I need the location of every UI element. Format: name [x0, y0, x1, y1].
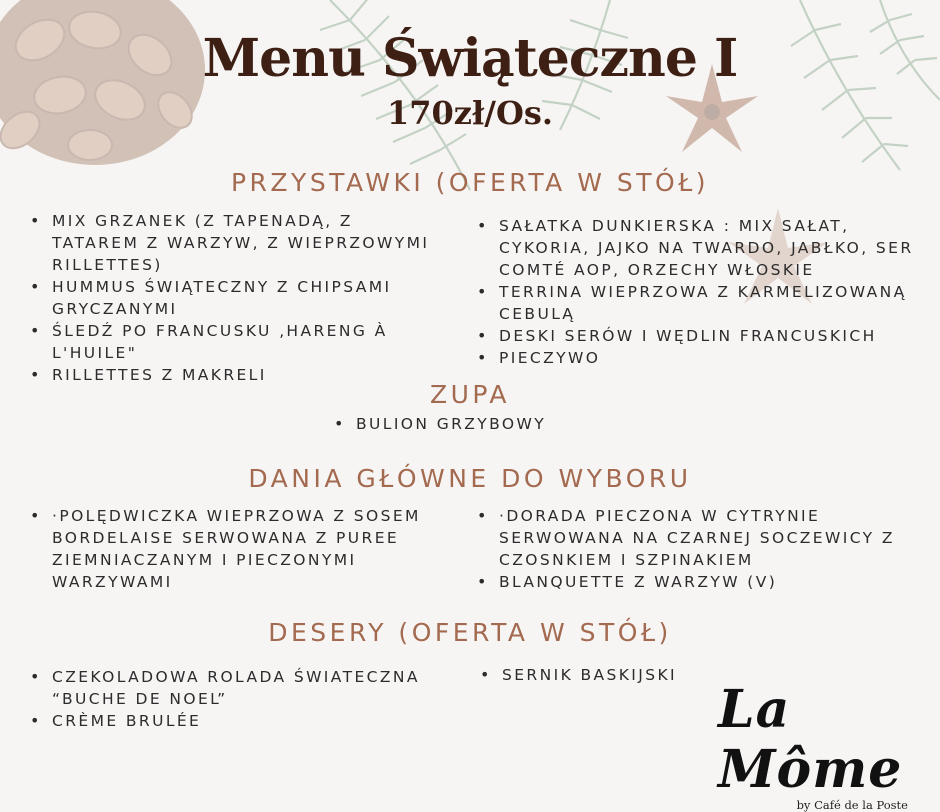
logo-tagline: by Café de la Poste	[796, 798, 908, 812]
section-heading-przystawki: PRZYSTAWKI (OFERTA W STÓŁ)	[230, 168, 710, 197]
menu-item: • HUMMUS ŚWIĄTECZNY Z CHIPSAMI GRYCZANYMI	[28, 276, 443, 320]
przystawki-right-list	[475, 215, 920, 369]
menu-item: • MIX GRZANEK (Z TAPENADĄ, Z TATAREM Z WARZYW, Z WIEPRZOWYMI RILLETTES)	[28, 210, 443, 276]
menu-item: • ·POLĘDWICZKA WIEPRZOWA Z SOSEM BORDELAISE SERWOWANA Z PUREE ZIEMNIACZANYM I PIECZONYMI WARZYWAMI	[28, 505, 428, 593]
menu-item: • ·DORADA PIECZONA W CYTRYNIE SERWOWANA NA CZARNEJ SOCZEWICY Z CZOSNKIEM I SZPINAKIEM	[475, 505, 920, 571]
menu-item: • CZEKOLADOWA ROLADA ŚWIATECZNA “BUCHE DE NOEL”	[28, 666, 438, 710]
la-mome-logo	[718, 680, 918, 812]
menu-item: • RILLETTES Z MAKRELI	[28, 364, 443, 386]
desery-left-list	[28, 666, 438, 732]
menu-item: • BULION GRZYBOWY	[332, 413, 632, 435]
dania-left-list	[28, 505, 428, 593]
menu-item: • DESKI SERÓW I WĘDLIN FRANCUSKICH	[475, 325, 920, 347]
menu-item: • CRÈME BRULÉE	[28, 710, 438, 732]
przystawki-left-list	[28, 210, 443, 386]
zupa-list	[332, 413, 632, 435]
menu-item: • SAŁATKA DUNKIERSKA : MIX SAŁAT, CYKORIA, JAJKO NA TWARDO, JABŁKO, SER COMTÉ AOP, ORZECHY WŁOSKIE	[475, 215, 920, 281]
menu-item: • ŚLEDŹ PO FRANCUSKU ‚HARENG À L'HUILE"	[28, 320, 443, 364]
logo-name: La Môme	[718, 679, 903, 800]
section-heading-desery: DESERY (OFERTA W STÓŁ)	[268, 618, 672, 647]
menu-price: 170zł/Os.	[387, 94, 553, 132]
menu-title: Menu Świąteczne I	[202, 28, 738, 89]
menu-item: • TERRINA WIEPRZOWA Z KARMELIZOWANĄ CEBULĄ	[475, 281, 920, 325]
menu-item: • PIECZYWO	[475, 347, 920, 369]
section-heading-dania: DANIA GŁÓWNE DO WYBORU	[248, 464, 692, 493]
menu-item: • SERNIK BASKIJSKI	[478, 664, 778, 686]
section-heading-zupa: ZUPA	[429, 380, 510, 409]
menu-item: • BLANQUETTE Z WARZYW (V)	[475, 571, 920, 593]
dania-right-list	[475, 505, 920, 593]
